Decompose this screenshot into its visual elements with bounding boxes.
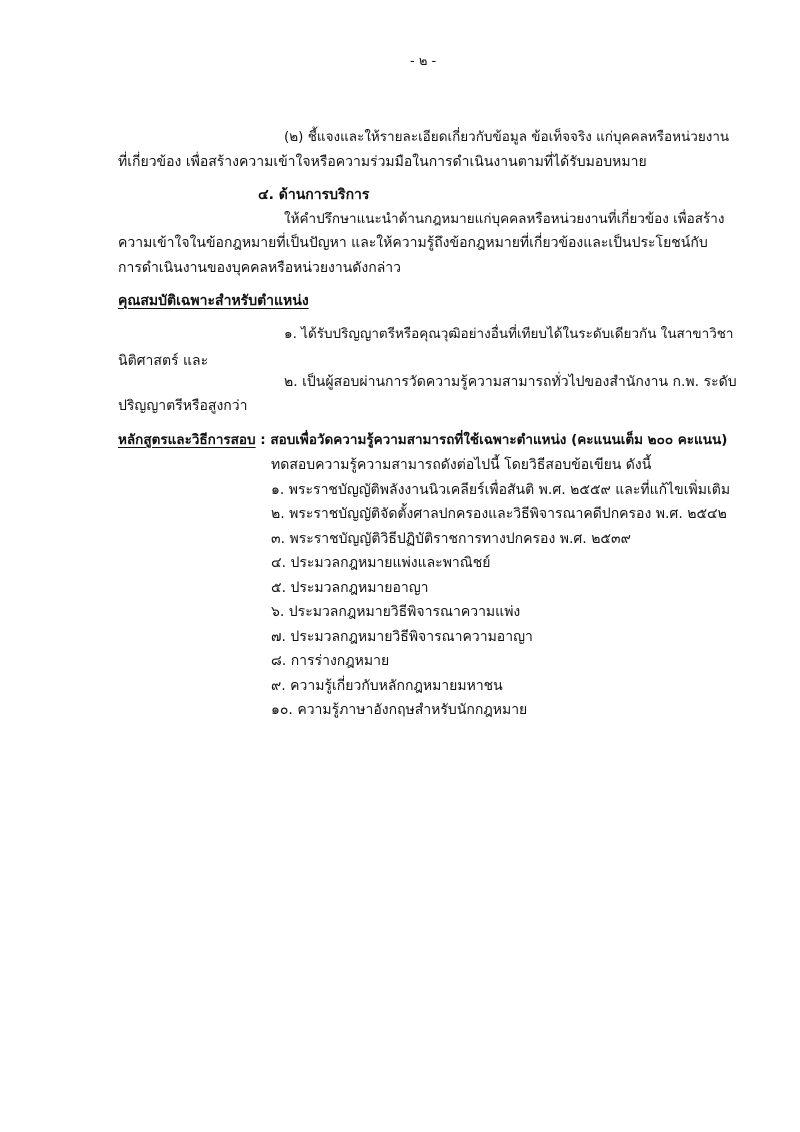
section4-heading: ๔. ด้านการบริการ <box>258 187 370 203</box>
exam-item: ๔. ประมวลกฎหมายแพ่งและพาณิชย์ <box>271 555 491 571</box>
exam-item: ๖. ประมวลกฎหมายวิธีพิจารณาความแพ่ง <box>271 604 521 620</box>
exam-item: ๙. ความรู้เกี่ยวกับหลักกฎหมายมหาชน <box>271 678 503 694</box>
section4-line3: การดำเนินงานของบุคคลหรือหน่วยงานดังกล่าว <box>118 260 402 276</box>
exam-heading: หลักสูตรและวิธีการสอบ <box>118 432 256 448</box>
exam-colon: : <box>255 432 271 448</box>
exam-item: ๘. การร่างกฎหมาย <box>271 653 390 669</box>
qualification-2-line1: ๒. เป็นผู้สอบผ่านการวัดความรู้ความสามารถทั่วไปของสำนักงาน ก.พ. ระดับ <box>284 374 737 390</box>
qualification-1-line2: นิติศาสตร์ และ <box>118 353 209 369</box>
section3-item2-line2: ที่เกี่ยวข้อง เพื่อสร้างความเข้าใจหรือความร่วมมือในการดำเนินงานตามที่ได้รับมอบหมาย <box>118 154 647 170</box>
exam-item: ๑๐. ความรู้ภาษาอังกฤษสำหรับนักกฎหมาย <box>271 702 528 718</box>
exam-item: ๓. พระราชบัญญัติวิธีปฏิบัติราชการทางปกครอง พ.ศ. ๒๕๓๙ <box>271 531 631 547</box>
section3-item2-line1: (๒) ชี้แจงและให้รายละเอียดเกี่ยวกับข้อมูล ข้อเท็จจริง แก่บุคคลหรือหน่วยงาน <box>284 129 730 145</box>
exam-item: ๕. ประมวลกฎหมายอาญา <box>271 580 429 596</box>
section4-line2: ความเข้าใจในข้อกฎหมายที่เป็นปัญหา และให้ความรู้ถึงข้อกฎหมายที่เกี่ยวข้องและเป็นประโยชน์กับ <box>118 235 708 251</box>
exam-headline: สอบเพื่อวัดความรู้ความสามารถที่ใช้เฉพาะตำแหน่ง (คะแนนเต็ม ๒๐๐ คะแนน) <box>270 432 728 448</box>
exam-heading-row <box>118 430 727 450</box>
page-number: - ๒ - <box>410 54 437 69</box>
exam-item: ๗. ประมวลกฎหมายวิธีพิจารณาความอาญา <box>271 629 533 645</box>
qualification-1-line1: ๑. ได้รับปริญญาตรีหรือคุณวุฒิอย่างอื่นที่เทียบได้ในระดับเดียวกัน ในสาขาวิชา <box>284 326 734 342</box>
section4-line1: ให้คำปรึกษาแนะนำด้านกฎหมายแก่บุคคลหรือหน่วยงานที่เกี่ยวข้อง เพื่อสร้าง <box>284 211 725 227</box>
exam-item: ๑. พระราชบัญญัติพลังงานนิวเคลียร์เพื่อสันติ พ.ศ. ๒๕๕๙ และที่แก้ไขเพิ่มเติม <box>271 482 731 498</box>
qualifications-heading: คุณสมบัติเฉพาะสำหรับตำแหน่ง <box>118 293 309 309</box>
qualification-2-line2: ปริญญาตรีหรือสูงกว่า <box>118 398 248 414</box>
exam-item: ๒. พระราชบัญญัติจัดตั้งศาลปกครองและวิธีพิจารณาคดีปกครอง พ.ศ. ๒๕๔๒ <box>271 506 727 522</box>
exam-intro: ทดสอบความรู้ความสามารถดังต่อไปนี้ โดยวิธีสอบข้อเขียน ดังนี้ <box>271 457 652 473</box>
